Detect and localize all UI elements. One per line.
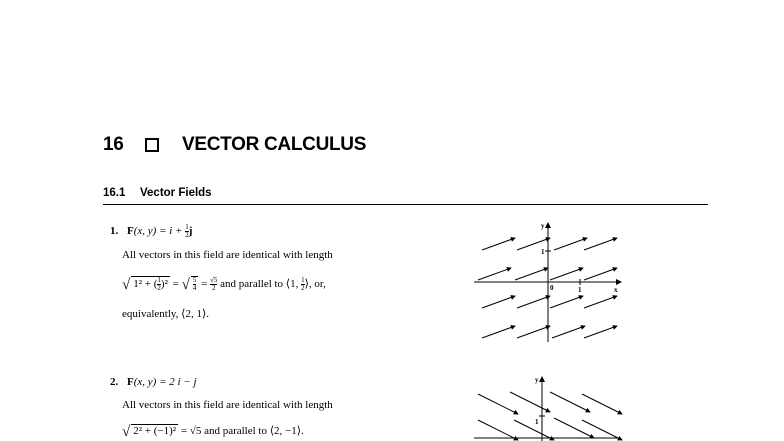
chapter-number: 16 [103, 134, 124, 155]
problem-1-heading [110, 224, 192, 239]
x-tick-label: 1 [578, 286, 582, 294]
problem-2-field: F(x, y) = 2 i − j [127, 376, 197, 388]
vector-field-graph-2 [470, 372, 630, 441]
x-axis-label: x [614, 286, 618, 294]
problem-2-heading [110, 376, 197, 388]
y-axis-label: y [541, 222, 545, 230]
section-number: 16.1 [103, 187, 126, 199]
origin-label: 0 [550, 284, 554, 292]
problem-1-field: F(x, y) = i + $\frac{1}{2}$ j [127, 223, 193, 239]
square-icon [145, 138, 159, 152]
chapter-title: VECTOR CALCULUS [182, 134, 367, 155]
vector-arrows-2 [478, 392, 622, 440]
problem-2-statement: All vectors in this field are identical with length [122, 399, 333, 411]
vector-field-graph-1 [470, 218, 630, 348]
section-heading [103, 187, 708, 205]
y-tick-label: 1 [541, 248, 545, 256]
problem-2-length: √ 2² + (−1)² = √5 and parallel to ⟨2, −1⟩. [122, 424, 304, 440]
chapter-heading [103, 131, 366, 159]
y-tick-label: 1 [535, 418, 539, 426]
problem-1-statement: All vectors in this field are identical with length [122, 249, 333, 261]
problem-1-length: √ 1² + ( $\frac{1}{2}$ )² = √ $\frac{5}{4}$ = $\frac{√5}{2}$ and parallel to ⟨1, $\frac{1}{2}$ ⟩, or, [122, 276, 326, 294]
y-axis-label: y [535, 376, 539, 384]
problem-label: 1. [110, 225, 119, 238]
problem-1-equivalent: equivalently, ⟨2, 1⟩. [122, 308, 209, 320]
problem-label: 2. [110, 376, 119, 388]
section-title: Vector Fields [140, 187, 212, 199]
